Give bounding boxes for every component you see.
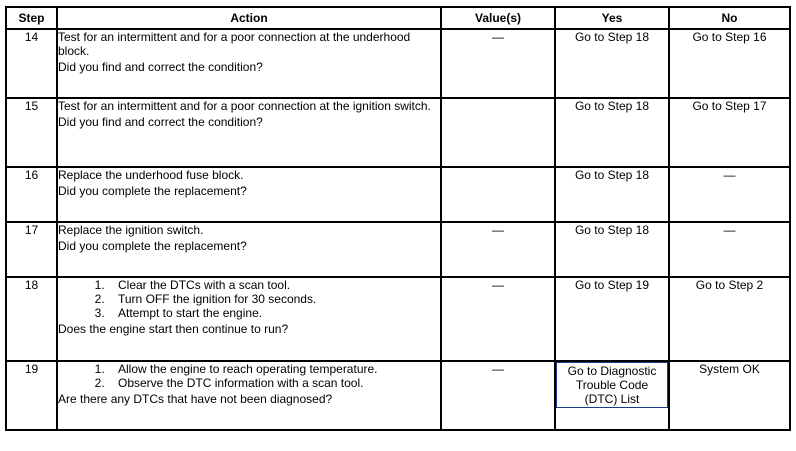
yes-cell: Go to Step 18 (555, 222, 669, 277)
action-question: Did you complete the replacement? (58, 184, 247, 198)
table-row (6, 277, 790, 361)
dtc-list-link[interactable]: Go to Diagnostic Trouble Code (DTC) List (556, 362, 668, 408)
yes-cell: Go to Step 18 (555, 98, 669, 167)
diagnostic-steps-table (5, 6, 791, 431)
no-cell: Go to Step 17 (669, 98, 790, 167)
yes-cell (555, 361, 669, 430)
yes-cell: Go to Step 18 (555, 167, 669, 222)
value-header: Value(s) (441, 7, 555, 29)
step-number: 17 (6, 222, 57, 277)
step-header: Step (6, 7, 57, 29)
table-row (6, 167, 790, 222)
no-cell: Go to Step 2 (669, 277, 790, 361)
action-question: Are there any DTCs that have not been diagnosed? (58, 392, 333, 406)
no-cell: System OK (669, 361, 790, 430)
value-cell: — (441, 222, 555, 277)
table-row (6, 98, 790, 167)
step-number: 18 (6, 277, 57, 361)
value-cell (441, 167, 555, 222)
action-cell (57, 277, 441, 361)
value-cell: — (441, 29, 555, 98)
action-text: Test for an intermittent and for a poor connection at the underhood block. (58, 30, 411, 58)
table-row (6, 361, 790, 430)
header-row (6, 7, 790, 29)
action-header: Action (57, 7, 441, 29)
substep-item: 3. Attempt to start the engine. (108, 306, 440, 320)
action-cell (57, 167, 441, 222)
action-cell (57, 29, 441, 98)
substep-item: 2. Turn OFF the ignition for 30 seconds. (108, 292, 440, 306)
step-number: 14 (6, 29, 57, 98)
table-row (6, 222, 790, 277)
yes-header: Yes (555, 7, 669, 29)
no-header: No (669, 7, 790, 29)
action-text: Replace the underhood fuse block. (58, 168, 244, 182)
step-number: 16 (6, 167, 57, 222)
value-cell (441, 98, 555, 167)
action-text: Test for an intermittent and for a poor connection at the ignition switch. (58, 99, 431, 113)
value-cell: — (441, 361, 555, 430)
substep-item: 2. Observe the DTC information with a scan tool. (108, 376, 440, 390)
action-question: Did you find and correct the condition? (58, 60, 263, 74)
action-question: Does the engine start then continue to run? (58, 322, 289, 336)
action-text: Replace the ignition switch. (58, 223, 204, 237)
value-cell: — (441, 277, 555, 361)
action-question: Did you complete the replacement? (58, 239, 247, 253)
substep-list (58, 362, 440, 390)
action-cell (57, 361, 441, 430)
table-row (6, 29, 790, 98)
no-cell: Go to Step 16 (669, 29, 790, 98)
substep-item: 1. Allow the engine to reach operating temperature. (108, 362, 440, 376)
action-question: Did you find and correct the condition? (58, 115, 263, 129)
no-cell: — (669, 167, 790, 222)
substep-list (58, 278, 440, 320)
action-cell (57, 222, 441, 277)
step-number: 19 (6, 361, 57, 430)
no-cell: — (669, 222, 790, 277)
substep-item: 1. Clear the DTCs with a scan tool. (108, 278, 440, 292)
action-cell (57, 98, 441, 167)
step-number: 15 (6, 98, 57, 167)
yes-cell: Go to Step 18 (555, 29, 669, 98)
yes-cell: Go to Step 19 (555, 277, 669, 361)
